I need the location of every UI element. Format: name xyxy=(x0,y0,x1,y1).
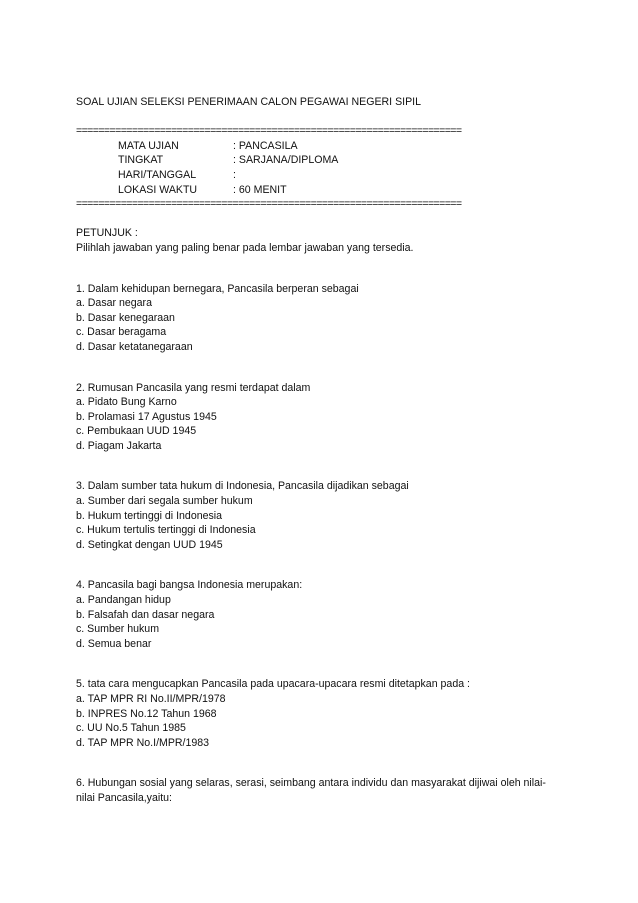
question-2 xyxy=(76,381,576,454)
answer-option: b. INPRES No.12 Tahun 1968 xyxy=(76,707,217,720)
exam-info xyxy=(76,139,576,197)
instructions-text: Pilihlah jawaban yang paling benar pada lembar jawaban yang tersedia. xyxy=(76,241,414,254)
answer-option: b. Hukum tertinggi di Indonesia xyxy=(76,509,223,522)
answer-option: c. Dasar beragama xyxy=(76,326,167,339)
question-text: 6. Hubungan sosial yang selaras, serasi, seimbang antara individu dan masyarakat dijiwai oleh nilai- xyxy=(76,777,546,790)
info-key: MATA UJIAN xyxy=(118,139,179,152)
question-text: 1. Dalam kehidupan bernegara, Pancasila berperan sebagai xyxy=(76,282,359,295)
question-text: 2. Rumusan Pancasila yang resmi terdapat dalam xyxy=(76,381,311,394)
info-row-time xyxy=(76,183,576,198)
info-row-date xyxy=(76,168,576,183)
info-row-level xyxy=(76,153,576,168)
question-6 xyxy=(76,776,576,805)
info-value: : PANCASILA xyxy=(233,139,298,152)
answer-option: a. Dasar negara xyxy=(76,297,152,310)
info-value: : xyxy=(233,168,236,181)
info-value: : 60 MENIT xyxy=(233,183,287,196)
answer-option: c. Hukum tertulis tertinggi di Indonesia xyxy=(76,524,256,537)
instructions-heading: PETUNJUK : xyxy=(76,227,138,240)
answer-option: a. Pandangan hidup xyxy=(76,594,171,607)
question-5 xyxy=(76,677,576,750)
answer-option: d. Piagam Jakarta xyxy=(76,439,162,452)
answer-option: b. Prolamasi 17 Agustus 1945 xyxy=(76,410,217,423)
document-page xyxy=(76,95,576,806)
question-text-continued: nilai Pancasila,yaitu: xyxy=(76,791,172,804)
answer-option: a. Sumber dari segala sumber hukum xyxy=(76,495,253,508)
question-text: 4. Pancasila bagi bangsa Indonesia merupakan: xyxy=(76,579,303,592)
question-1 xyxy=(76,282,576,355)
answer-option: a. TAP MPR RI No.II/MPR/1978 xyxy=(76,693,226,705)
answer-option: b. Dasar kenegaraan xyxy=(76,311,175,324)
info-key: LOKASI WAKTU xyxy=(118,183,198,196)
answer-option: d. Dasar ketatanegaraan xyxy=(76,340,193,353)
separator-bottom: ===================================================================== xyxy=(76,198,462,211)
answer-option: c. Sumber hukum xyxy=(76,623,160,636)
info-key: TINGKAT xyxy=(118,154,164,167)
info-key: HARI/TANGGAL xyxy=(118,168,197,181)
answer-option: d. Setingkat dengan UUD 1945 xyxy=(76,538,223,551)
answer-option: a. Pidato Bung Karno xyxy=(76,396,177,409)
info-value: : SARJANA/DIPLOMA xyxy=(233,154,339,167)
question-text: 5. tata cara mengucapkan Pancasila pada upacara-upacara resmi ditetapkan pada : xyxy=(76,678,470,691)
answer-option: d. Semua benar xyxy=(76,637,152,650)
document-title: SOAL UJIAN SELEKSI PENERIMAAN CALON PEGAWAI NEGERI SIPIL xyxy=(76,96,421,108)
question-3 xyxy=(76,479,576,552)
separator-top: ===================================================================== xyxy=(76,125,462,138)
answer-option: c. UU No.5 Tahun 1985 xyxy=(76,722,186,735)
question-text: 3. Dalam sumber tata hukum di Indonesia, Pancasila dijadikan sebagai xyxy=(76,480,409,493)
question-4 xyxy=(76,578,576,651)
answer-option: d. TAP MPR No.I/MPR/1983 xyxy=(76,736,210,749)
answer-option: b. Falsafah dan dasar negara xyxy=(76,608,215,621)
answer-option: c. Pembukaan UUD 1945 xyxy=(76,425,197,438)
info-row-subject xyxy=(76,139,576,154)
